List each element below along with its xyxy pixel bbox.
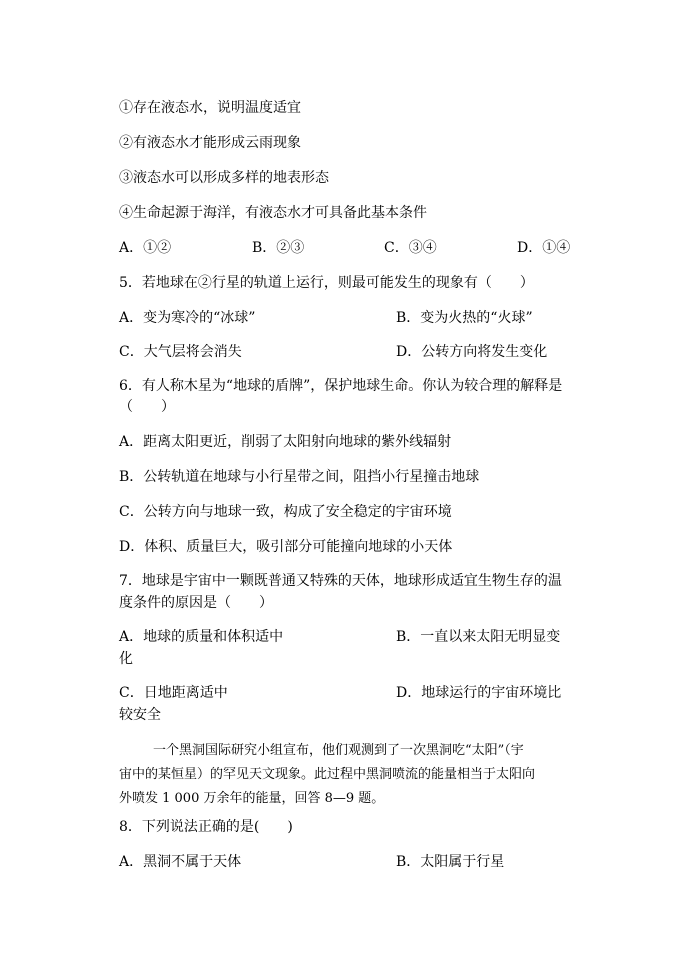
q7-option-d: D．地球运行的宇宙环境比	[396, 685, 562, 701]
q6-option-a: A．距离太阳更近，削弱了太阳射向地球的紫外线辐射	[119, 434, 452, 450]
q6-stem-line2: （ ）	[119, 399, 175, 415]
q5-option-a: A．变为寒冷的“冰球”	[119, 310, 256, 326]
q8-option-b: B．太阳属于行星	[396, 854, 505, 870]
statement-1: ①存在液态水，说明温度适宜	[119, 100, 301, 116]
q6-option-d: D．体积、质量巨大，吸引部分可能撞向地球的小天体	[119, 539, 453, 555]
q7-option-wrap-2: 较安全	[119, 707, 161, 723]
statement-2: ②有液态水才能形成云雨现象	[119, 135, 301, 151]
q6-stem-line1: 6．有人称木星为“地球的盾牌”，保护地球生命。你认为较合理的解释是	[119, 378, 563, 394]
q4-option-b: B．②③	[252, 240, 305, 256]
statement-3: ③液态水可以形成多样的地表形态	[119, 170, 329, 186]
q6-option-c: C．公转方向与地球一致，构成了安全稳定的宇宙环境	[119, 504, 452, 520]
passage-line-2: 宙中的某恒星）的罕见天文现象。此过程中黑洞喷流的能量相当于太阳向	[119, 767, 536, 782]
statement-4: ④生命起源于海洋，有液态水才可具备此基本条件	[119, 205, 427, 221]
q4-option-a: A．①②	[119, 240, 172, 256]
q5-stem: 5．若地球在②行星的轨道上运行，则最可能发生的现象有（ ）	[119, 275, 534, 291]
q5-option-c: C．大气层将会消失	[119, 344, 242, 360]
q7-option-c: C．日地距离适中	[119, 685, 228, 701]
q5-option-d: D．公转方向将发生变化	[396, 344, 548, 360]
q4-option-d: D．①④	[517, 240, 571, 256]
q6-option-b: B．公转轨道在地球与小行星带之间，阻挡小行星撞击地球	[119, 469, 480, 485]
q7-option-a: A．地球的质量和体积适中	[119, 629, 284, 645]
q7-option-wrap-1: 化	[119, 651, 133, 667]
q7-stem-line1: 7．地球是宇宙中一颗既普通又特殊的天体，地球形成适宜生物生存的温	[119, 573, 562, 589]
q7-option-b: B．一直以来太阳无明显变	[396, 629, 561, 645]
reading-passage	[119, 739, 569, 811]
passage-line-1: 一个黑洞国际研究小组宣布，他们观测到了一次黑洞吃“太阳”（宇	[153, 743, 524, 758]
q8-stem: 8．下列说法正确的是( )	[119, 819, 293, 835]
q8-option-a: A．黑洞不属于天体	[119, 854, 242, 870]
q5-option-b: B．变为火热的“火球”	[396, 310, 533, 326]
q4-option-c: C．③④	[384, 240, 437, 256]
q7-stem-line2: 度条件的原因是（ ）	[119, 595, 273, 611]
passage-line-3: 外喷发 1 000 万余年的能量，回答 8—9 题。	[119, 791, 385, 806]
